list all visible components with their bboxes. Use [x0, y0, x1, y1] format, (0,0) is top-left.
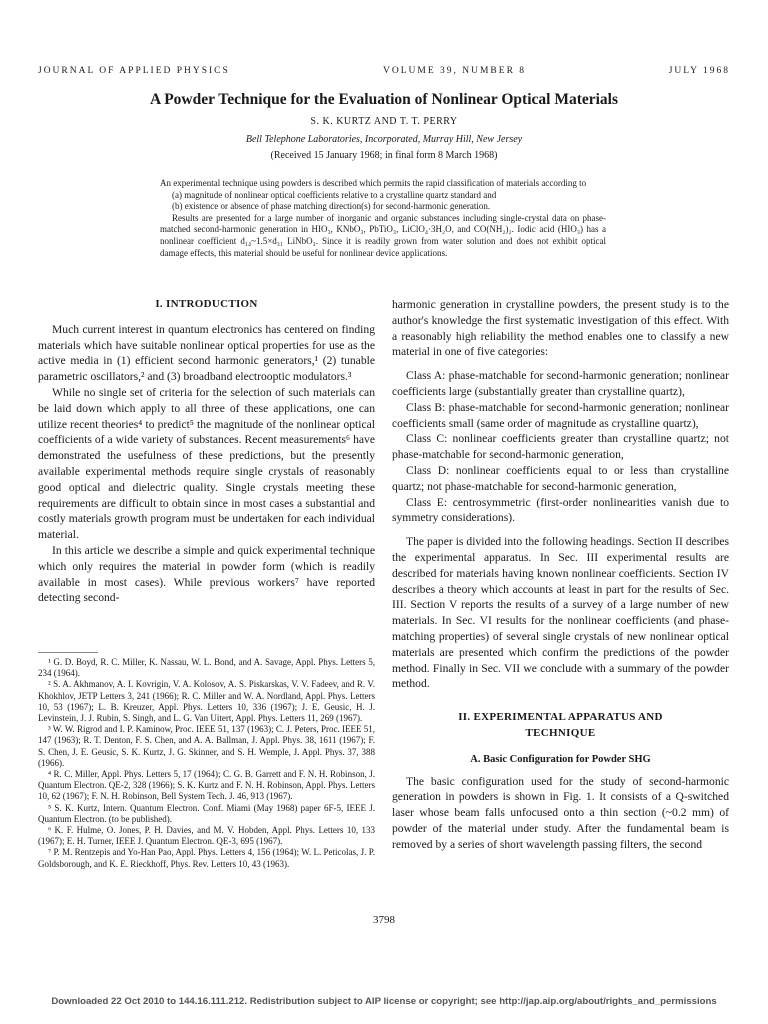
footnote: ³ W. W. Rigrod and I. P. Kaminow, Proc. IEEE 51, 137 (1963); C. J. Peters, Proc. IEEE 51, 147 (1963); R. T. Denton, F. S. Chen, and A. A. Ballman, J. Appl. Phys. 38, 1611 (1967); F. S. Chen, J. E. Geusic, S. K. Kurtz, J. G. Skinner, and S. H. Wemple, J. Appl. Phys. 37, 388 (1966). [38, 724, 375, 768]
left-column [38, 297, 375, 606]
footnote-rule [38, 652, 98, 653]
subsection-heading: A. Basic Configuration for Powder SHG [470, 753, 651, 765]
affiliation: Bell Telephone Laboratories, Incorporated, Murray Hill, New Jersey [245, 134, 523, 145]
paragraph: harmonic generation in crystalline powders, the present study is to the author's knowledge the first systematic investigation of this effect. With a reasonably high reliability the method enables one to classify a new material in one of five categories: [392, 298, 729, 359]
paragraph: The basic configuration used for the study of second-harmonic generation in powders is shown in Fig. 1. It consists of a Q-switched laser whose beam falls unfocused onto a thin section (~0.2 mm) of powder of the material under study. After the fundamental beam is removed by a series of short wavelength passing filters, the second [392, 774, 729, 851]
class-item: Class D: nonlinear coefficients equal to or less than crystalline quartz; not phase-matchable for second-harmonic generation, [392, 463, 729, 493]
page-number: 3798 [373, 914, 395, 926]
download-notice: Downloaded 22 Oct 2010 to 144.16.111.212. Redistribution subject to AIP license or copyright; see http://jap.aip.org/about/rights_and_permissions [51, 996, 717, 1007]
right-column [392, 297, 729, 853]
abstract-text: An experimental technique using powders is described which permits the rapid classification of materials according to [160, 178, 587, 188]
volume-number: VOLUME 39, NUMBER 8 [383, 66, 527, 76]
paragraph: The paper is divided into the following headings. Section II describes the experimental apparatus. In Sec. III experimental results are described for materials having known nonlinear coefficients. Section IV describes a theory which accounts at least in part for the results of Sec. III. Section V reports the results of a survey of a large number of new materials. In Sec. VI results for the nonlinear coefficients (and phase-matching properties) of several single crystals of new nonlinear optical materials are presented which confirm the predictions of the powder method. Finally in Sec. VII we conclude with a summary of the powder method. [392, 535, 729, 691]
footnote: ¹ G. D. Boyd, R. C. Miller, K. Nassau, W. L. Bond, and A. Savage, Appl. Phys. Letters 5, 234 (1964). [38, 657, 375, 679]
class-item: Class B: phase-matchable for second-harmonic generation; nonlinear coefficients small (same order of magnitude as crystalline quartz), [392, 400, 729, 430]
paragraph: While no single set of criteria for the selection of such materials can be laid down which apply to all three of these applications, one can utilize recent theories⁴ to predict⁵ the magnitude of the nonlinear optical coefficients of a wide variety of substances. Recent measurements⁶ have demonstrated the usefulness of these predictions, but the presently available experimental methods require single crystals of reasonably good optical and dielectric quality. Single crystals meeting these requirements are difficult to obtain since in most cases a substantial and costly materials growth program must be undertaken for each individual material. [38, 385, 375, 542]
footnote: ⁵ S. K. Kurtz, Intern. Quantum Electron. Conf. Miami (May 1968) paper 6F-5, IEEE J. Quantum Electron. (to be published). [38, 802, 375, 824]
article-title: A Powder Technique for the Evaluation of Nonlinear Optical Materials [149, 91, 619, 108]
section-heading-cont: TECHNIQUE [525, 726, 596, 739]
class-item: Class C: nonlinear coefficients greater than crystalline quartz; not phase-matchable for second-harmonic generation, [392, 432, 729, 462]
paragraph: In this article we describe a simple and quick experimental technique which only requires the material in powder form (which is readily available in most cases). While previous workers⁷ have reported detecting second- [38, 543, 375, 605]
received-date: (Received 15 January 1968; in final form 8 March 1968) [270, 150, 498, 161]
paragraph: Much current interest in quantum electronics has centered on finding materials which have suitable nonlinear optical properties for use as the active media in (1) efficient second harmonic generators,¹ (2) tunable parametric oscillators,² and (3) broadband electrooptic modulators.³ [38, 322, 375, 384]
footnote: ⁷ P. M. Rentzepis and Yo-Han Pao, Appl. Phys. Letters 4, 156 (1964); W. L. Peticolas, J. P. Goldsborough, and K. E. Rieckhoff, Phys. Rev. Letters 10, 43 (1963). [38, 847, 375, 869]
issue-date: JULY 1968 [668, 66, 730, 76]
class-item: Class A: phase-matchable for second-harmonic generation; nonlinear coefficients large (substantially greater than crystalline quartz), [392, 369, 729, 398]
class-list [392, 368, 729, 526]
authors: S. K. KURTZ AND T. T. PERRY [310, 116, 458, 127]
section-heading: I. INTRODUCTION [155, 298, 258, 310]
footnotes [38, 657, 375, 870]
running-header [38, 66, 730, 80]
abstract-item-b: (b) existence or absence of phase matching direction(s) for second-harmonic generation. [172, 201, 491, 212]
journal-name: JOURNAL OF APPLIED PHYSICS [38, 66, 230, 76]
footnote: ⁶ K. F. Hulme, O. Jones, P. H. Davies, and M. V. Hobden, Appl. Phys. Letters 10, 133 (1967); E. H. Turner, IEEE J. Quantum Electron. QE-3, 695 (1967). [38, 825, 375, 847]
section-heading: II. EXPERIMENTAL APPARATUS AND [458, 711, 663, 724]
footnote: ⁴ R. C. Miller, Appl. Phys. Letters 5, 17 (1964); C. G. B. Garrett and F. N. H. Robinson, J. Quantum Electron. QE-2, 328 (1966); S. K. Kurtz and F. N. H. Robinson, Appl. Phys. Letters 10, 62 (1967); F. N. H. Robinson, Bell System Tech. J. 46, 913 (1967). [38, 769, 375, 802]
abstract-results: Results are presented for a large number of inorganic and organic substances including single-crystal data on phase-matched second-harmonic generation in HIO₃, KNbO₃, PbTiO₃, LiClO₄·3H₂O, and CO(NH₂)₂. Iodic acid (HIO₃) has a nonlinear coefficient d₁₄~1.5×d₃₁ LiNbO₃. Since it is readily grown from water solution and does not exhibit optical damage effects, this material should be useful for nonlinear device applications. [160, 212, 606, 258]
abstract-item-a: (a) magnitude of nonlinear optical coefficients relative to a crystalline quartz standard and [172, 189, 497, 200]
class-item: Class E: centrosymmetric (first-order nonlinearities vanish due to symmetry considerations). [392, 495, 729, 525]
abstract [160, 178, 606, 259]
footnote: ² S. A. Akhmanov, A. I. Kovrigin, V. A. Kolosov, A. S. Piskarskas, V. V. Fadeev, and R. V. Khokhlov, JETP Letters 3, 241 (1966); R. C. Miller and W. A. Nordland, Appl. Phys. Letters 10, 53 (1967); L. B. Kreuzer, Appl. Phys. Letters 10, 336 (1967); J. E. Geusic, H. J. Levinstein, J. J. Rubin, S. Singh, and L. G. Van Uitert, Appl. Phys. Letters 11, 269 (1967). [38, 679, 375, 724]
